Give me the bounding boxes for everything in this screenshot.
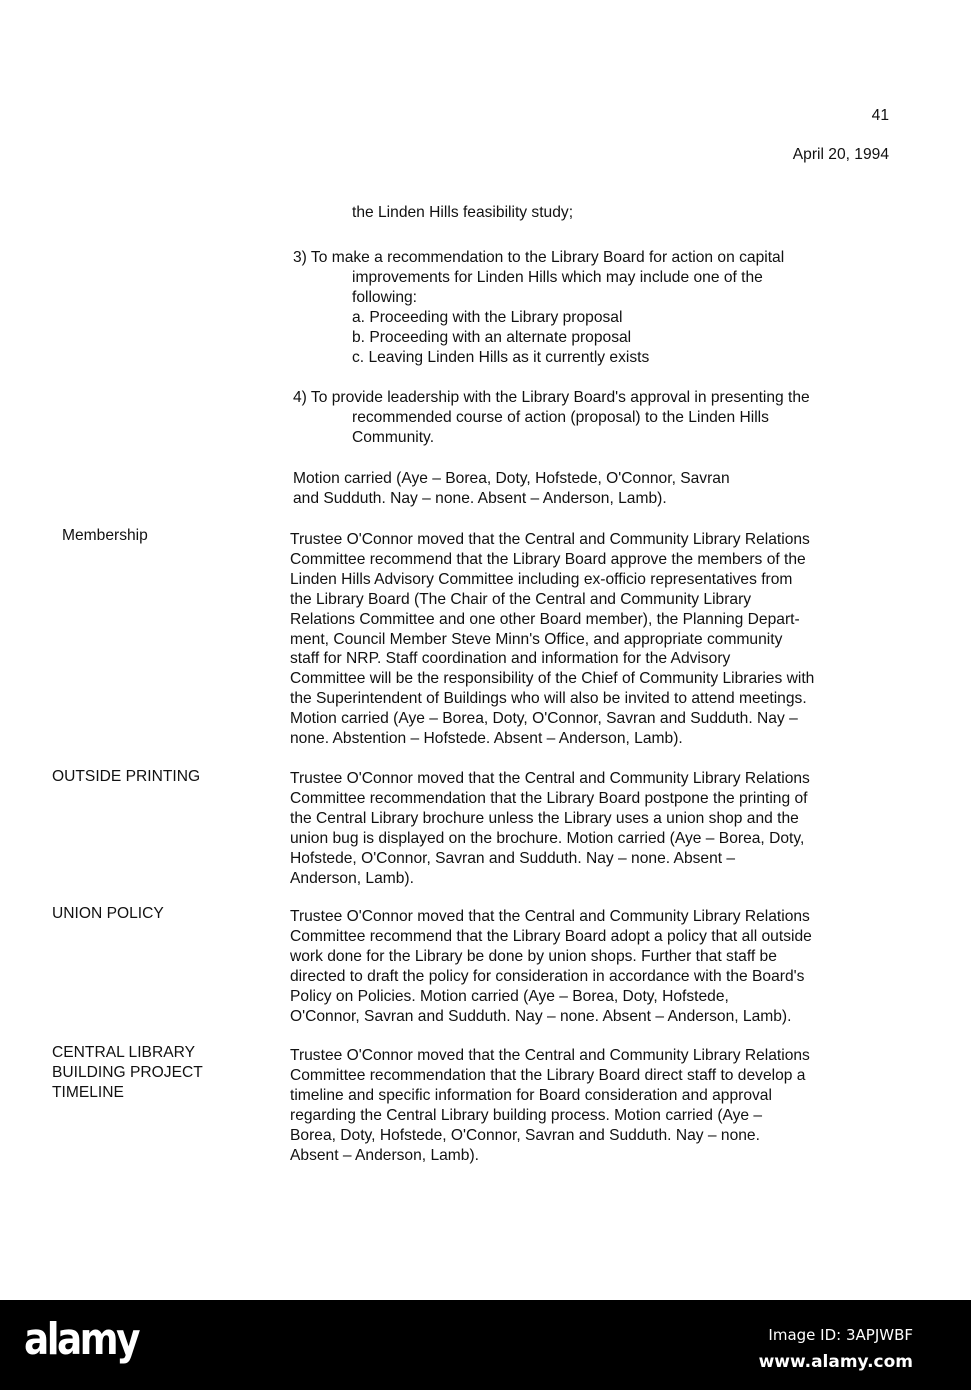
text-line: UNION POLICY [52, 905, 164, 922]
section-body-union-policy [290, 907, 812, 1026]
watermark-footer [0, 1300, 971, 1390]
text-line: O'Connor, Savran and Sudduth. Nay – none. Absent – Anderson, Lamb). [290, 1007, 792, 1025]
text-line: Trustee O'Connor moved that the Central and Community Library Relations [290, 770, 810, 787]
text-line: none. Abstention – Hofstede. Absent – Anderson, Lamb). [290, 730, 683, 748]
text-line: Motion carried (Aye – Borea, Doty, Hofstede, O'Connor, Savran [293, 470, 730, 487]
text-line: improvements for Linden Hills which may include one of the [352, 268, 763, 286]
section-label-outside-printing [52, 767, 200, 787]
text-line: timeline and specific information for Board consideration and approval [290, 1086, 772, 1104]
section-label-union-policy [52, 904, 164, 924]
site-url: www.alamy.com [758, 1352, 913, 1372]
text-line: Trustee O'Connor moved that the Central and Community Library Relations [290, 908, 810, 925]
alamy-logo: alamy [24, 1314, 138, 1365]
text-line: Trustee O'Connor moved that the Central and Community Library Relations [290, 531, 810, 548]
text-line: Trustee O'Connor moved that the Central and Community Library Relations [290, 1047, 810, 1064]
text-line: work done for the Library be done by union shops. Further that staff be [290, 947, 777, 965]
text-line: Hofstede, O'Connor, Savran and Sudduth. Nay – none. Absent – [290, 849, 736, 867]
text-line: 4) To provide leadership with the Library Board's approval in presenting the [293, 389, 810, 406]
text-line: Motion carried (Aye – Borea, Doty, O'Connor, Savran and Sudduth. Nay – [290, 710, 798, 728]
text-line: Relations Committee and one other Board member), the Planning Depart- [290, 610, 800, 628]
intro-line: the Linden Hills feasibility study; [352, 204, 574, 221]
text-line: the Library Board (The Chair of the Central and Community Library [290, 590, 752, 608]
text-line: OUTSIDE PRINTING [52, 768, 201, 785]
item-4 [293, 388, 810, 448]
text-line: following: [352, 288, 418, 306]
text-line: TIMELINE [52, 1083, 124, 1101]
text-line: Policy on Policies. Motion carried (Aye – Borea, Doty, Hofstede, [290, 987, 729, 1005]
text-line: the Central Library brochure unless the Library uses a union shop and the [290, 809, 799, 827]
text-line: c. Leaving Linden Hills as it currently exists [352, 348, 650, 366]
section-body-membership [290, 530, 814, 749]
text-line: Absent – Anderson, Lamb). [290, 1146, 479, 1164]
text-line: BUILDING PROJECT [52, 1063, 203, 1081]
item-3 [293, 248, 784, 367]
text-line: and Sudduth. Nay – none. Absent – Anderson, Lamb). [293, 489, 667, 507]
motion-summary [293, 469, 730, 509]
text-line: Committee recommendation that the Library Board direct staff to develop a [290, 1066, 806, 1084]
text-line: regarding the Central Library building process. Motion carried (Aye – [290, 1106, 763, 1124]
section-body-outside-printing [290, 769, 810, 888]
image-id: Image ID: 3APJWBF [768, 1326, 913, 1344]
text-line: b. Proceeding with an alternate proposal [352, 328, 632, 346]
text-line: Anderson, Lamb). [290, 869, 414, 887]
text-line: Linden Hills Advisory Committee including ex-officio representatives from [290, 570, 793, 588]
text-line: recommended course of action (proposal) to the Linden Hills [352, 408, 769, 426]
text-line: ment, Council Member Steve Minn's Office, and appropriate community [290, 630, 783, 648]
text-line: staff for NRP. Staff coordination and information for the Advisory [290, 650, 731, 668]
text-line: Committee recommendation that the Library Board postpone the printing of [290, 789, 808, 807]
text-line: Committee recommend that the Library Board approve the members of the [290, 550, 806, 568]
section-label-central-library-timeline [52, 1043, 203, 1103]
section-label-membership [62, 526, 148, 546]
text-line: Membership [62, 527, 148, 544]
text-line: Committee recommend that the Library Board adopt a policy that all outside [290, 927, 812, 945]
page-number: 41 [871, 107, 889, 124]
text-line: Community. [352, 428, 435, 446]
document-date: April 20, 1994 [792, 146, 889, 163]
text-line: CENTRAL LIBRARY [52, 1044, 195, 1061]
text-line: union bug is displayed on the brochure. Motion carried (Aye – Borea, Doty, [290, 829, 805, 847]
text-line: a. Proceeding with the Library proposal [352, 308, 623, 326]
text-line: Committee will be the responsibility of the Chief of Community Libraries with [290, 670, 815, 688]
text-line: directed to draft the policy for consideration in accordance with the Board's [290, 967, 805, 985]
text-line: the Superintendent of Buildings who will also be invited to attend meetings. [290, 690, 807, 708]
section-body-central-library-timeline [290, 1046, 810, 1165]
text-line: Borea, Doty, Hofstede, O'Connor, Savran and Sudduth. Nay – none. [290, 1126, 760, 1144]
text-line: 3) To make a recommendation to the Library Board for action on capital [293, 249, 785, 266]
